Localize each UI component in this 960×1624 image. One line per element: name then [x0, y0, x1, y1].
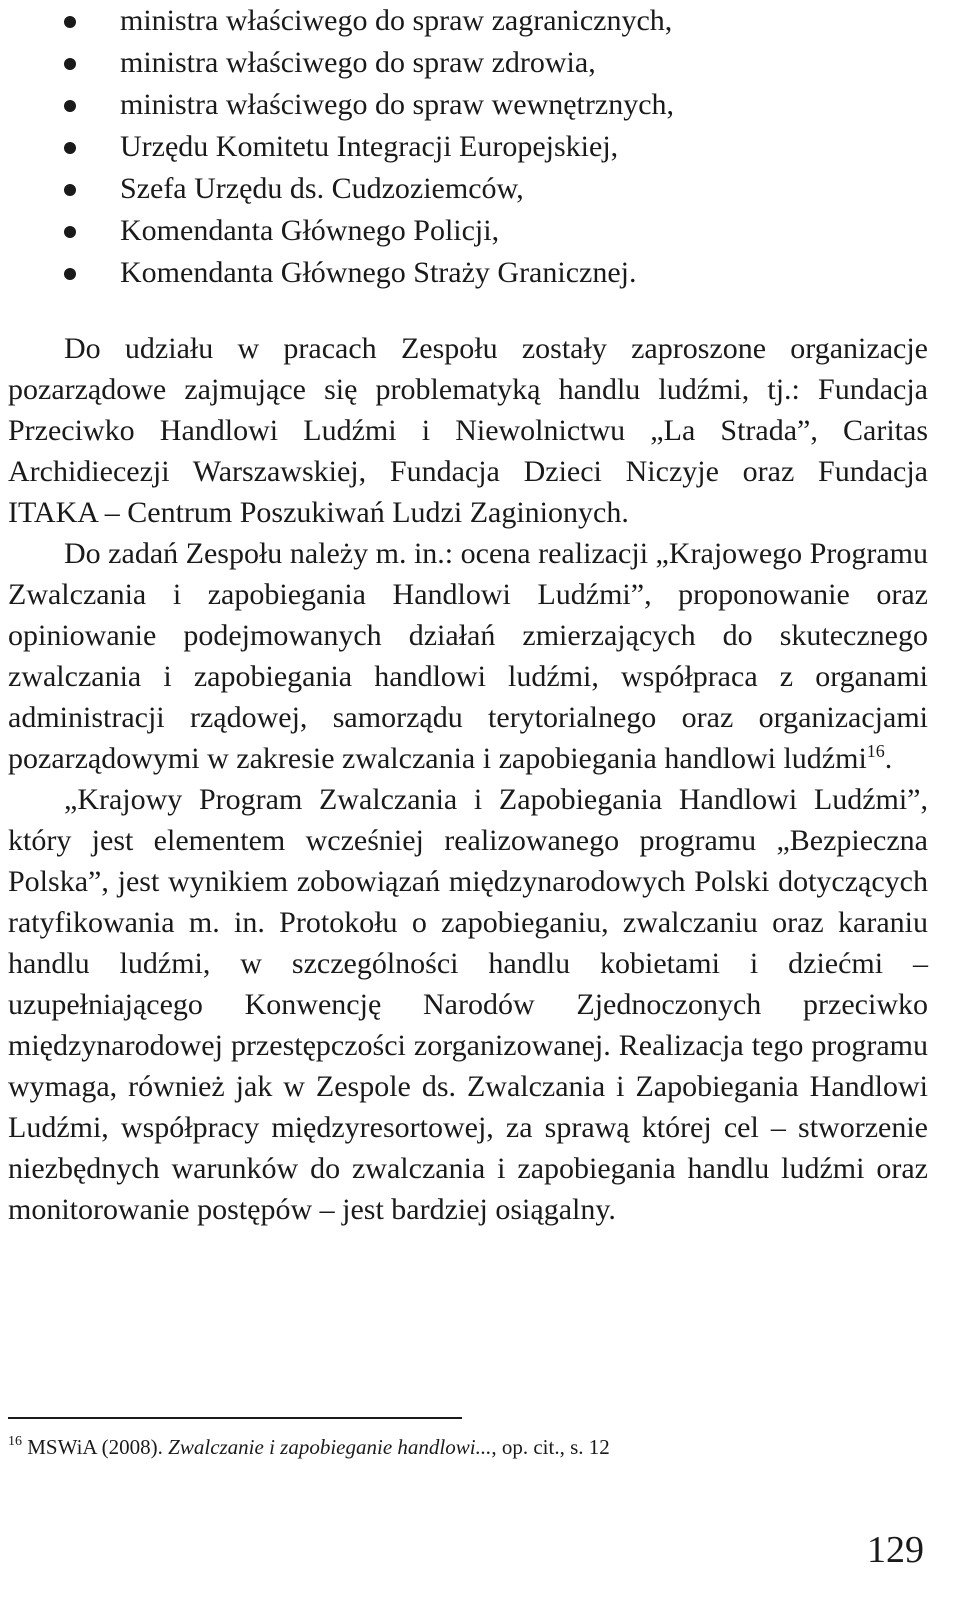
list-item	[8, 126, 928, 168]
paragraph-tasks-text: Do zadań Zespołu należy m. in.: ocena realizacji „Krajowego Programu Zwalczania i zapobiegania Handlowi Ludźmi”, proponowanie oraz opiniowanie podejmowanych działań zmierzających do skutecznego zwalczania i zapobiegania handlowi ludźmi, współpraca z organami administracji rządowej, samorządu terytorialnego oraz organizacjami pozarządowymi w zakresie zwalczania i zapobiegania handlowi ludźmi	[8, 537, 928, 775]
bullet-icon	[64, 100, 76, 112]
list-item-text: Komendanta Głównego Straży Granicznej.	[120, 256, 637, 289]
list-item-text: Szefa Urzędu ds. Cudzoziemców,	[120, 172, 524, 205]
bullet-icon	[64, 268, 76, 280]
bullet-list	[8, 0, 928, 294]
paragraph-program: „Krajowy Program Zwalczania i Zapobiegania Handlowi Ludźmi”, który jest elementem wcześniej realizowanego programu „Bezpieczna Polska”, jest wynikiem zobowiązań międzynarodowych Polski dotyczących ratyfikowania m. in. Protokołu o zapobieganiu, zwalczaniu oraz karaniu handlu ludźmi, w szczególności handlu kobietami i dziećmi – uzupełniającego Konwencję Narodów Zjednoczonych przeciwko międzynarodowej przestępczości zorganizowanej. Realizacja tego programu wymaga, również jak w Zespole ds. Zwalczania i Zapobiegania Handlowi Ludźmi, współpracy międzyresortowej, za sprawą której cel – stworzenie niezbędnych warunków do zwalczania i zapobiegania handlu ludźmi oraz monitorowanie postępów – jest bardziej osiągalny.	[8, 783, 928, 1226]
list-item	[8, 168, 928, 210]
bullet-icon	[64, 184, 76, 196]
list-item	[8, 84, 928, 126]
bullet-icon	[64, 142, 76, 154]
footnote	[8, 1432, 610, 1462]
footnote-divider	[8, 1417, 462, 1419]
bullet-icon	[64, 16, 76, 28]
list-item	[8, 42, 928, 84]
footnote-author: MSWiA (2008).	[27, 1435, 163, 1459]
list-item-text: Komendanta Głównego Policji,	[120, 214, 500, 247]
list-item-text: ministra właściwego do spraw zdrowia,	[120, 46, 596, 79]
footnote-title: Zwalczanie i zapobieganie handlowi...	[168, 1435, 492, 1459]
bullet-icon	[64, 58, 76, 70]
paragraph-tasks-end: .	[884, 742, 893, 775]
paragraph-organizations: Do udziału w pracach Zespołu zostały zaproszone organizacje pozarządowe zajmujące się problematyką handlu ludźmi, tj.: Fundacja Przeciwko Handlowi Ludźmi i Niewolnictwu „La Strada”, Caritas Archidiecezji Warszawskiej, Fundacja Dzieci Niczyje oraz Fundacja ITAKA – Centrum Poszukiwań Ludzi Zaginionych.	[8, 332, 928, 529]
list-item-text: ministra właściwego do spraw wewnętrznych,	[120, 88, 675, 121]
footnote-reference[interactable]: 16	[866, 741, 885, 761]
list-item-text: Urzędu Komitetu Integracji Europejskiej,	[120, 130, 619, 163]
list-item	[8, 252, 928, 294]
footnote-citation: , op. cit., s. 12	[491, 1435, 610, 1459]
list-item	[8, 0, 928, 42]
paragraph-tasks	[8, 533, 928, 779]
list-item	[8, 210, 928, 252]
page-number: 129	[867, 1529, 924, 1571]
list-item-text: ministra właściwego do spraw zagranicznych,	[120, 4, 673, 37]
footnote-number: 16	[8, 1434, 22, 1449]
page-body	[8, 0, 928, 1230]
bullet-icon	[64, 226, 76, 238]
